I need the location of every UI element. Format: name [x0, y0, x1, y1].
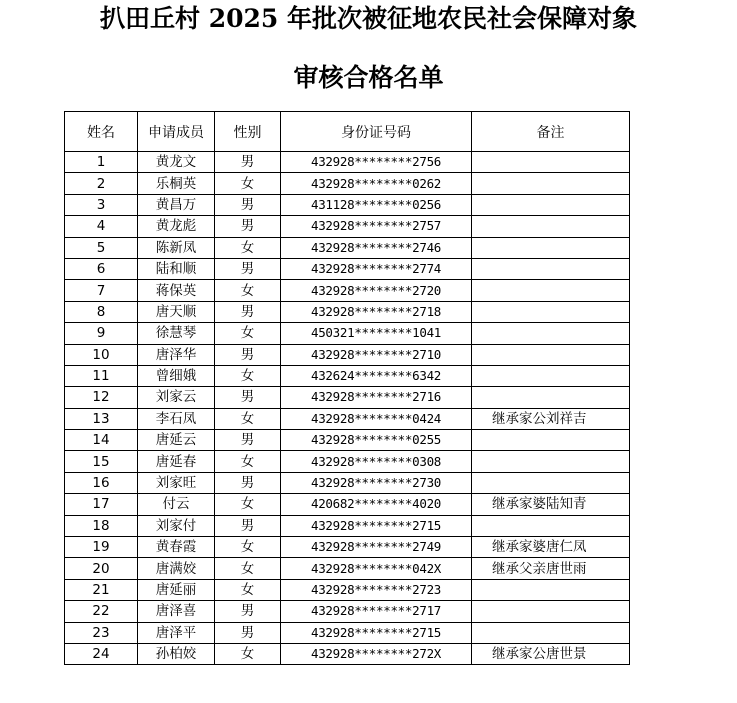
gender: 男 — [215, 216, 281, 237]
table-row — [65, 323, 630, 344]
row-index: 13 — [65, 408, 138, 429]
row-index: 8 — [65, 301, 138, 322]
gender: 男 — [215, 515, 281, 536]
applicant-name: 唐泽喜 — [138, 601, 215, 622]
table-row — [65, 194, 630, 215]
applicant-name: 孙柏姣 — [138, 643, 215, 664]
table-row — [65, 622, 630, 643]
applicant-name: 唐泽华 — [138, 344, 215, 365]
header-index: 姓名 — [65, 112, 138, 152]
id-number: 432928********0308 — [281, 451, 472, 472]
table-row — [65, 173, 630, 194]
id-number: 432928********2718 — [281, 301, 472, 322]
table-row — [65, 558, 630, 579]
row-index: 12 — [65, 387, 138, 408]
row-index: 21 — [65, 579, 138, 600]
row-index: 10 — [65, 344, 138, 365]
gender: 男 — [215, 601, 281, 622]
document-title-line-2: 审核合格名单 — [293, 63, 444, 92]
row-index: 23 — [65, 622, 138, 643]
row-index: 3 — [65, 194, 138, 215]
gender: 男 — [215, 152, 281, 173]
applicant-name: 付云 — [138, 494, 215, 515]
applicant-name: 唐延丽 — [138, 579, 215, 600]
table-row — [65, 579, 630, 600]
id-number: 450321********1041 — [281, 323, 472, 344]
table-row — [65, 472, 630, 493]
applicant-name: 唐满姣 — [138, 558, 215, 579]
id-number: 432928********0262 — [281, 173, 472, 194]
gender: 男 — [215, 622, 281, 643]
gender: 男 — [215, 387, 281, 408]
gender: 男 — [215, 301, 281, 322]
applicant-name: 唐泽平 — [138, 622, 215, 643]
row-index: 9 — [65, 323, 138, 344]
remark — [472, 301, 630, 322]
remark — [472, 323, 630, 344]
remark — [472, 472, 630, 493]
row-index: 5 — [65, 237, 138, 258]
id-number: 420682********4020 — [281, 494, 472, 515]
remark: 继承家婆陆知青 — [472, 494, 630, 515]
table-row — [65, 451, 630, 472]
applicant-name: 陈新凤 — [138, 237, 215, 258]
table-row — [65, 237, 630, 258]
row-index: 14 — [65, 430, 138, 451]
row-index: 6 — [65, 258, 138, 279]
applicant-name: 徐慧琴 — [138, 323, 215, 344]
remark — [472, 194, 630, 215]
remark — [472, 579, 630, 600]
gender: 女 — [215, 237, 281, 258]
id-number: 432928********2710 — [281, 344, 472, 365]
gender: 女 — [215, 365, 281, 386]
remark — [472, 152, 630, 173]
remark: 继承家公唐世景 — [472, 643, 630, 664]
row-index: 19 — [65, 537, 138, 558]
id-number: 432928********272X — [281, 643, 472, 664]
gender: 男 — [215, 430, 281, 451]
row-index: 22 — [65, 601, 138, 622]
roster-table — [64, 111, 630, 665]
row-index: 18 — [65, 515, 138, 536]
id-number: 432928********2723 — [281, 579, 472, 600]
id-number: 432928********2715 — [281, 515, 472, 536]
id-number: 432928********2717 — [281, 601, 472, 622]
id-number: 432928********2749 — [281, 537, 472, 558]
id-number: 432928********2720 — [281, 280, 472, 301]
applicant-name: 曾细娥 — [138, 365, 215, 386]
table-row — [65, 365, 630, 386]
remark — [472, 344, 630, 365]
remark — [472, 387, 630, 408]
header-applicant: 申请成员 — [138, 112, 215, 152]
row-index: 11 — [65, 365, 138, 386]
applicant-name: 刘家付 — [138, 515, 215, 536]
header-remark: 备注 — [472, 112, 630, 152]
gender: 女 — [215, 558, 281, 579]
header-gender: 性别 — [215, 112, 281, 152]
row-index: 7 — [65, 280, 138, 301]
applicant-name: 黄龙彪 — [138, 216, 215, 237]
id-number: 432624********6342 — [281, 365, 472, 386]
remark — [472, 216, 630, 237]
applicant-name: 黄龙文 — [138, 152, 215, 173]
table-row — [65, 601, 630, 622]
id-number: 432928********2756 — [281, 152, 472, 173]
remark — [472, 237, 630, 258]
remark — [472, 280, 630, 301]
table-row — [65, 344, 630, 365]
id-number: 432928********2746 — [281, 237, 472, 258]
applicant-name: 唐延春 — [138, 451, 215, 472]
table-row — [65, 301, 630, 322]
table-row — [65, 216, 630, 237]
id-number: 432928********0424 — [281, 408, 472, 429]
gender: 女 — [215, 537, 281, 558]
applicant-name: 黄春霞 — [138, 537, 215, 558]
gender: 女 — [215, 280, 281, 301]
remark — [472, 173, 630, 194]
row-index: 2 — [65, 173, 138, 194]
row-index: 1 — [65, 152, 138, 173]
row-index: 17 — [65, 494, 138, 515]
table-row — [65, 280, 630, 301]
remark — [472, 430, 630, 451]
applicant-name: 唐延云 — [138, 430, 215, 451]
gender: 女 — [215, 173, 281, 194]
applicant-name: 黄昌万 — [138, 194, 215, 215]
id-number: 432928********2730 — [281, 472, 472, 493]
row-index: 16 — [65, 472, 138, 493]
id-number: 432928********2757 — [281, 216, 472, 237]
gender: 女 — [215, 451, 281, 472]
table-row — [65, 430, 630, 451]
remark — [472, 622, 630, 643]
applicant-name: 刘家云 — [138, 387, 215, 408]
document-title-line-1: 扒田丘村 2025 年批次被征地农民社会保障对象 — [100, 4, 637, 33]
gender: 女 — [215, 323, 281, 344]
id-number: 432928********042X — [281, 558, 472, 579]
id-number: 432928********2774 — [281, 258, 472, 279]
id-number: 431128********0256 — [281, 194, 472, 215]
table-body — [65, 152, 630, 665]
row-index: 24 — [65, 643, 138, 664]
remark — [472, 451, 630, 472]
applicant-name: 蒋保英 — [138, 280, 215, 301]
remark — [472, 515, 630, 536]
applicant-name: 乐桐英 — [138, 173, 215, 194]
id-number: 432928********2716 — [281, 387, 472, 408]
table-row — [65, 408, 630, 429]
remark: 继承父亲唐世雨 — [472, 558, 630, 579]
table-row — [65, 537, 630, 558]
table-row — [65, 387, 630, 408]
remark — [472, 365, 630, 386]
row-index: 4 — [65, 216, 138, 237]
gender: 女 — [215, 643, 281, 664]
gender: 男 — [215, 472, 281, 493]
applicant-name: 唐天顺 — [138, 301, 215, 322]
remark: 继承家婆唐仁凤 — [472, 537, 630, 558]
applicant-name: 陆和顺 — [138, 258, 215, 279]
applicant-name: 李石凤 — [138, 408, 215, 429]
row-index: 15 — [65, 451, 138, 472]
remark — [472, 601, 630, 622]
applicant-name: 刘家旺 — [138, 472, 215, 493]
remark — [472, 258, 630, 279]
gender: 女 — [215, 408, 281, 429]
gender: 女 — [215, 494, 281, 515]
gender: 男 — [215, 344, 281, 365]
table-row — [65, 258, 630, 279]
table-row — [65, 643, 630, 664]
gender: 男 — [215, 194, 281, 215]
table-row — [65, 515, 630, 536]
id-number: 432928********0255 — [281, 430, 472, 451]
row-index: 20 — [65, 558, 138, 579]
remark: 继承家公刘祥吉 — [472, 408, 630, 429]
table-header-row — [65, 112, 630, 152]
table-row — [65, 494, 630, 515]
table-row — [65, 152, 630, 173]
gender: 女 — [215, 579, 281, 600]
id-number: 432928********2715 — [281, 622, 472, 643]
gender: 男 — [215, 258, 281, 279]
header-id-number: 身份证号码 — [281, 112, 472, 152]
